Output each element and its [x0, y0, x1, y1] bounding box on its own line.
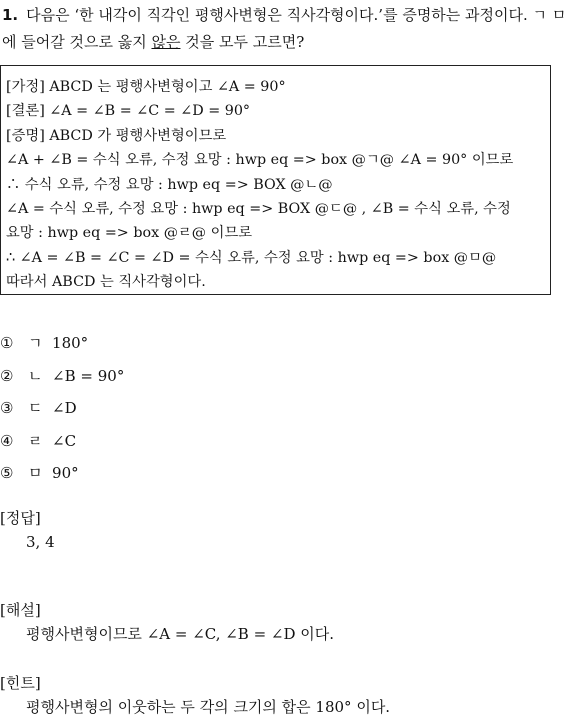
choice-4[interactable] [0, 428, 124, 461]
explanation-text: 평행사변형이므로 ∠A = ∠C, ∠B = ∠D 이다. [26, 625, 335, 643]
choice-number: ② [0, 366, 14, 385]
choice-value: ∠D [52, 399, 77, 417]
proof-line: 요망 : hwp eq => box @ㄹ@ 이므로 [6, 225, 253, 242]
choice-value: ∠C [52, 431, 77, 450]
proof-box [0, 65, 551, 295]
choice-1[interactable] [0, 330, 124, 363]
question [2, 2, 568, 56]
question-number: 1. [2, 6, 19, 24]
answer-section [0, 506, 55, 554]
choice-number: ⑤ [0, 464, 14, 482]
choice-value: 180° [52, 334, 89, 352]
hint-label: [힌트] [0, 674, 41, 692]
choice-3[interactable] [0, 395, 124, 428]
proof-line: ∴ ∠A = ∠B = ∠C = ∠D = 수식 오류, 수정 요망 : hwp eq => box @ㅁ@ [6, 249, 497, 266]
answer-value: 3, 4 [26, 533, 55, 551]
hint-section [0, 671, 390, 719]
choice-label: ㄷ [28, 399, 43, 417]
choice-value: 90° [52, 464, 79, 482]
question-text: 다음은 ‘한 내각이 직각인 평행사변형은 직사각형이다.’를 증명하는 과정이다. ㄱ ㅁ에 들어갈 것으로 옳지 [2, 6, 567, 51]
choice-label: ㄴ [28, 366, 43, 385]
answer-label: [정답] [0, 509, 41, 527]
choice-5[interactable] [0, 460, 124, 493]
choice-number: ④ [0, 431, 14, 450]
proof-line-final: 따라서 ABCD 는 직사각형이다. [6, 274, 206, 291]
question-text-end: 것을 모두 고르면? [180, 33, 305, 51]
proof-line-proof-start: [증명] ABCD 가 평행사변형이므로 [6, 127, 227, 144]
choice-number: ③ [0, 399, 14, 417]
explanation-section [0, 598, 334, 646]
choice-label: ㄹ [28, 431, 43, 450]
choice-number: ① [0, 334, 14, 352]
choice-label: ㅁ [28, 464, 43, 482]
hint-text: 평행사변형의 이웃하는 두 각의 크기의 합은 180° 이다. [26, 698, 391, 716]
choice-value: ∠B = 90° [52, 366, 125, 385]
proof-line: ∠A = 수식 오류, 수정 요망 : hwp eq => BOX @ㄷ@ , ∠B = 수식 오류, 수정 [6, 200, 511, 217]
choice-list [0, 330, 124, 493]
choice-label: ㄱ [28, 334, 43, 352]
proof-line: ∴ 수식 오류, 수정 요망 : hwp eq => BOX @ㄴ@ [6, 176, 333, 193]
proof-line: ∠A + ∠B = 수식 오류, 수정 요망 : hwp eq => box @ㄱ@ ∠A = 90° 이므로 [6, 152, 514, 169]
question-underlined-text: 않은 [151, 33, 181, 51]
explanation-label: [해설] [0, 601, 41, 619]
proof-line-hypothesis: [가정] ABCD 는 평행사변형이고 ∠A = 90° [6, 79, 286, 95]
proof-line-conclusion: [결론] ∠A = ∠B = ∠C = ∠D = 90° [6, 103, 251, 120]
choice-2[interactable] [0, 363, 124, 396]
